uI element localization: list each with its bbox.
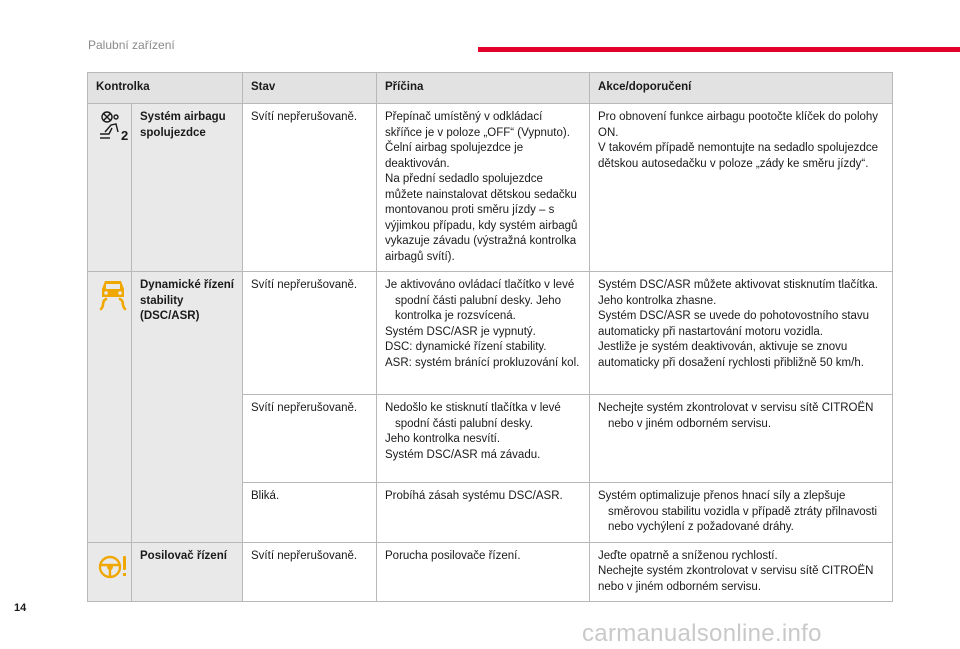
column-header-kontrolka: Kontrolka — [88, 73, 243, 104]
action-line: Systém optimalizuje přenos hnací síly a zlepšuje směrovou stabilitu vozidla v případě ztráty přilnavosti nebo vychýlení z požadované dráhy. — [598, 490, 878, 533]
airbag-off-passenger-icon — [96, 110, 130, 144]
action-line: Jeďte opatrně a sníženou rychlostí. — [598, 549, 778, 562]
warning-name: Posilovač řízení — [132, 542, 243, 602]
warning-name: Systém airbagu spolujezdce — [132, 104, 243, 272]
cause-cell: Probíhá zásah systému DSC/ASR. — [377, 483, 590, 543]
cause-cell — [377, 395, 590, 483]
column-header-stav: Stav — [243, 73, 377, 104]
action-line: V takovém případě nemontujte na sedadlo spolujezdce dětskou autosedačku v poloze „zády ke směru jízdy“. — [598, 142, 879, 170]
column-header-akce: Akce/doporučení — [590, 73, 893, 104]
cause-line: DSC: dynamické řízení stability. — [385, 341, 547, 353]
cause-cell: Porucha posilovače řízení. — [377, 542, 590, 602]
icon-cell — [88, 104, 132, 272]
action-line: Pro obnovení funkce airbagu pootočte klíček do polohy ON. — [598, 111, 879, 139]
cause-line: Systém DSC/ASR je vypnutý. — [385, 325, 536, 338]
page-number: 14 — [14, 602, 27, 614]
cause-cell — [377, 272, 590, 395]
action-line: Nechejte systém zkontrolovat v servisu sítě CITROËN nebo v jiném odborném servisu. — [598, 565, 874, 593]
watermark: carmanualsonline.info — [582, 620, 822, 647]
action-cell — [590, 395, 893, 483]
header-accent-bar — [478, 47, 960, 52]
action-line: Systém DSC/ASR můžete aktivovat stisknutím tlačítka. Jeho kontrolka zhasne. — [598, 279, 878, 307]
cause-line: Nedošlo ke stisknutí tlačítka v levé spodní části palubní desky. — [385, 402, 561, 430]
warning-name: Dynamické řízení stability (DSC/ASR) — [132, 272, 243, 543]
action-cell — [590, 104, 893, 272]
cause-line: ASR: systém bránící prokluzování kol. — [385, 356, 580, 369]
dsc-asr-skid-icon — [96, 278, 130, 312]
cause-line: Systém DSC/ASR má závadu. — [385, 448, 541, 461]
state-cell: Svítí nepřerušovaně. — [243, 542, 377, 602]
cause-line: Čelní airbag spolujezdce je deaktivován. — [385, 142, 524, 170]
warning-lights-table — [87, 72, 893, 602]
svg-text:2: 2 — [121, 128, 129, 143]
table-header-row — [88, 73, 893, 104]
state-cell: Bliká. — [243, 483, 377, 543]
cause-line: Přepínač umístěný v odkládací skříňce je v poloze „OFF“ (Vypnuto). — [385, 111, 570, 139]
action-line: Jestliže je systém deaktivován, aktivuje se znovu automaticky při dosažení rychlosti přibližně 50 km/h. — [598, 341, 864, 369]
state-cell: Svítí nepřerušovaně. — [243, 395, 377, 483]
action-cell — [590, 483, 893, 543]
action-line: Nechejte systém zkontrolovat v servisu sítě CITROËN nebo v jiném odborném servisu. — [598, 402, 874, 430]
table-row — [88, 542, 893, 602]
action-line: Systém DSC/ASR se uvede do pohotovostního stavu automaticky při nastartování motoru vozidla. — [598, 310, 870, 338]
icon-cell — [88, 542, 132, 602]
state-cell: Svítí nepřerušovaně. — [243, 272, 377, 395]
table-row — [88, 272, 893, 395]
cause-line: Na přední sedadlo spolujezdce můžete nainstalovat dětskou sedačku montovanou proti směru jízdy – s výjimkou případu, kdy systém airbagů vykazuje závadu (výstražná kontrolka airbagů svítí). — [385, 173, 578, 263]
cause-cell — [377, 104, 590, 272]
cause-line: Je aktivováno ovládací tlačítko v levé spodní části palubní desky. Jeho kontrolka je rozsvícená. — [385, 279, 575, 322]
action-cell — [590, 272, 893, 395]
section-title: Palubní zařízení — [88, 38, 175, 52]
power-steering-warning-icon — [96, 549, 130, 583]
icon-cell — [88, 272, 132, 543]
cause-line: Jeho kontrolka nesvítí. — [385, 433, 501, 445]
table-row — [88, 104, 893, 272]
action-cell — [590, 542, 893, 602]
column-header-pricina: Příčina — [377, 73, 590, 104]
state-cell: Svítí nepřerušovaně. — [243, 104, 377, 272]
